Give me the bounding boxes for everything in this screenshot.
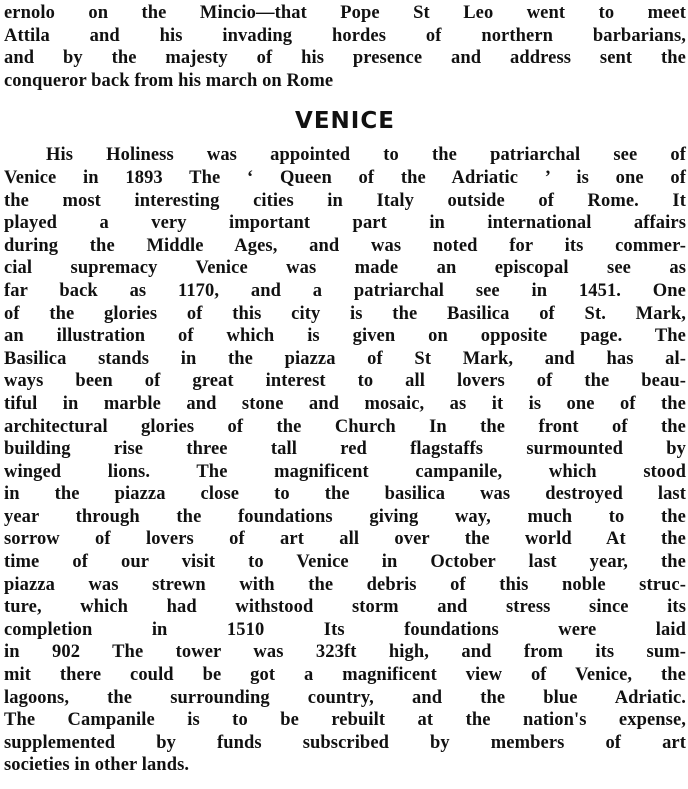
- body-paragraph: [4, 144, 686, 777]
- text-line: societies in other lands.: [4, 755, 190, 776]
- intro-paragraph: [4, 2, 686, 92]
- text-line: winged lions. The magnificent campanile, which stood: [4, 461, 686, 482]
- text-line: His Holiness was appointed to the patriarchal see of: [46, 145, 686, 166]
- text-line: lagoons, the surrounding country, and the blue Adriatic.: [4, 687, 686, 708]
- text-line: played a very important part in international affairs: [4, 213, 686, 234]
- text-line: sorrow of lovers of art all over the world At the: [4, 529, 686, 550]
- text-line: and by the majesty of his presence and address sent the: [4, 48, 686, 69]
- section-heading: VENICE: [295, 108, 395, 135]
- text-line: ernolo on the Mincio—that Pope St Leo went to meet: [4, 3, 686, 23]
- text-line: architectural glories of the Church In the front of the: [4, 416, 686, 437]
- text-line: the most interesting cities in Italy outside of Rome. It: [4, 190, 686, 211]
- text-line: in 902 The tower was 323ft high, and from its sum-: [4, 642, 686, 663]
- text-line: year through the foundations giving way, much to the: [4, 506, 686, 527]
- text-line: time of our visit to Venice in October last year, the: [4, 552, 686, 573]
- text-line: completion in 1510 Its foundations were laid: [4, 619, 686, 640]
- text-line: conqueror back from his march on Rome: [4, 70, 334, 91]
- text-line: an illustration of which is given on opposite page. The: [4, 326, 686, 347]
- text-line: in the piazza close to the basilica was destroyed last: [4, 484, 686, 505]
- text-line: ture, which had withstood storm and stress since its: [4, 597, 686, 618]
- text-line: building rise three tall red flagstaffs surmounted by: [4, 439, 686, 460]
- text-line: far back as 1170, and a patriarchal see in 1451. One: [4, 280, 686, 301]
- text-line: supplemented by funds subscribed by members of art: [4, 732, 686, 753]
- text-line: Venice in 1893 The ‘ Queen of the Adriatic ’ is one of: [4, 167, 686, 188]
- text-line: mit there could be got a magnificent view of Venice, the: [4, 665, 686, 686]
- text-line: Attila and his invading hordes of northern barbarians,: [4, 25, 686, 46]
- text-line: tiful in marble and stone and mosaic, as it is one of the: [4, 393, 686, 414]
- text-line: The Campanile is to be rebuilt at the nation's expense,: [4, 710, 686, 731]
- text-line: of the glories of this city is the Basilica of St. Mark,: [4, 303, 686, 324]
- text-line: Basilica stands in the piazza of St Mark, and has al-: [4, 348, 686, 369]
- text-line: cial supremacy Venice was made an episcopal see as: [4, 258, 686, 279]
- text-line: piazza was strewn with the debris of this noble struc-: [4, 574, 686, 595]
- text-line: ways been of great interest to all lovers of the beau-: [4, 371, 686, 392]
- text-line: during the Middle Ages, and was noted for its commer-: [4, 235, 686, 256]
